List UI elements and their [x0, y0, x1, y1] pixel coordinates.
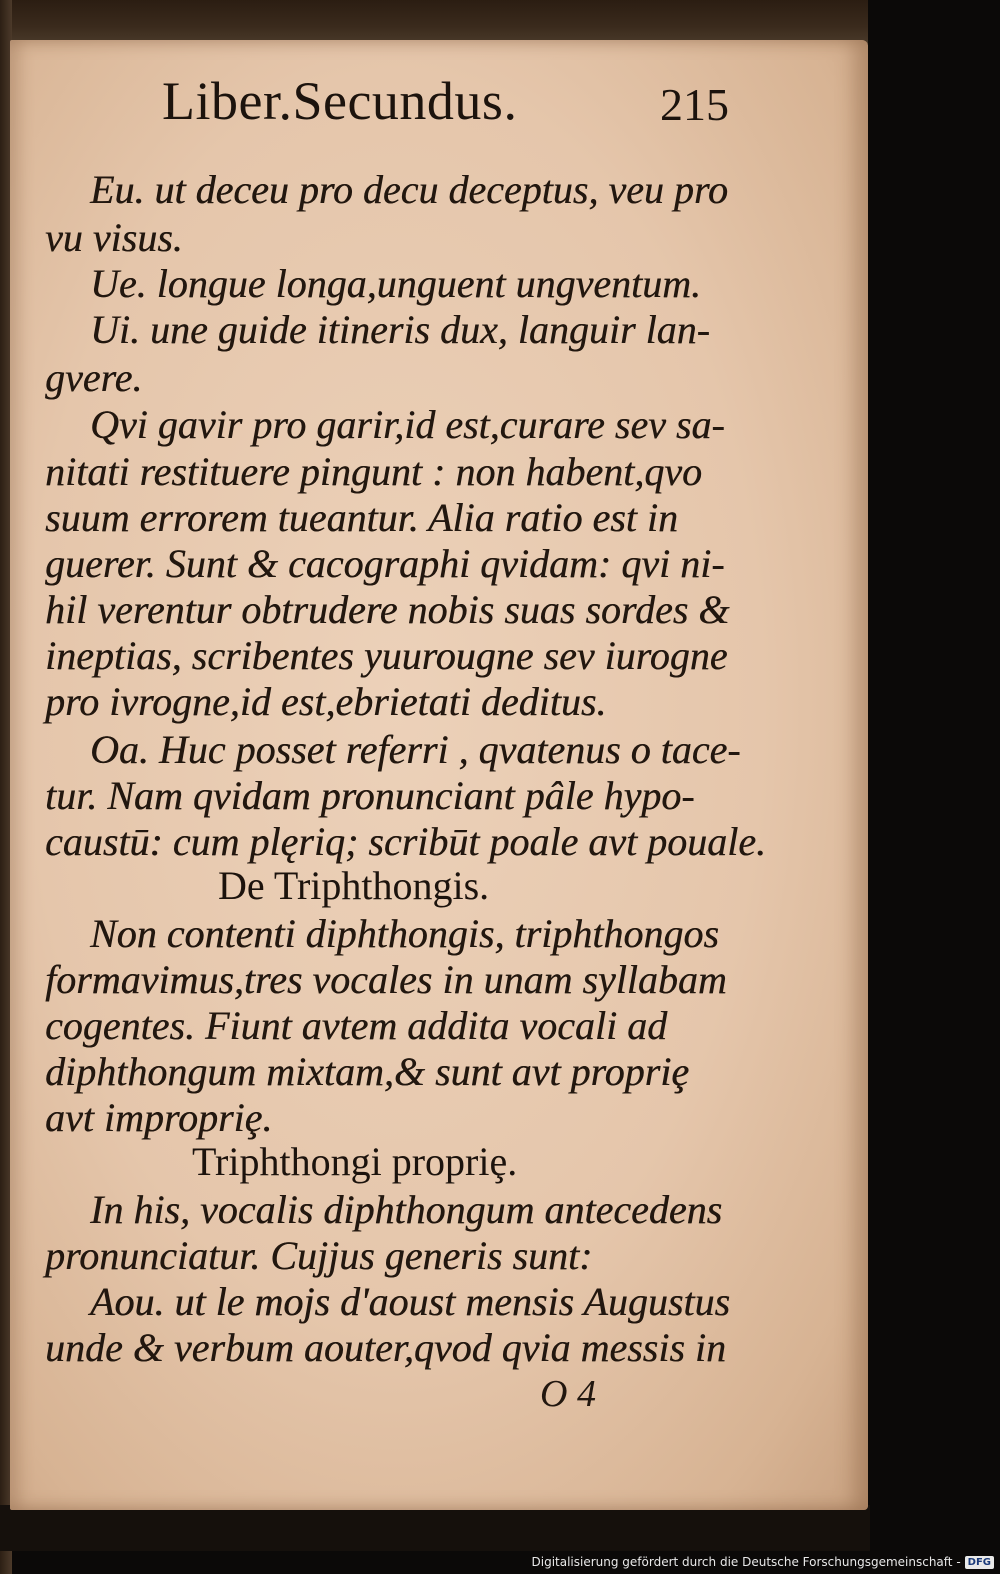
- running-head-title: Liber.Secundus.: [162, 71, 518, 131]
- text-line: pronunciatur. Cujjus generis sunt:: [45, 1233, 593, 1278]
- text-line: hil verentur obtrudere nobis suas sordes &: [45, 587, 730, 632]
- text-line: Qvi gavir pro garir,id est,curare sev sa-: [90, 402, 725, 447]
- text-line: pro ivrogne,id est,ebrietati deditus.: [45, 679, 607, 724]
- text-line: nitati restituere pingunt : non habent,qvo: [45, 449, 702, 494]
- text-line: Eu. ut deceu pro decu deceptus, veu pro: [90, 167, 728, 212]
- credit-text: Digitalisierung gefördert durch die Deutsche Forschungsgemeinschaft -: [531, 1555, 961, 1569]
- text-line: guerer. Sunt & cacographi qvidam: qvi ni-: [45, 541, 725, 586]
- book-top-edge: [8, 0, 868, 44]
- text-line: Ue. longue longa,unguent ungventum.: [90, 261, 701, 306]
- text-line: cogentes. Fiunt avtem addita vocali ad: [45, 1003, 668, 1048]
- book-bottom-edge: [0, 1505, 870, 1551]
- dfg-logo: DFG: [965, 1556, 994, 1569]
- text-line: tur. Nam qvidam pronunciant pâle hypo-: [45, 773, 695, 818]
- text-line: avt impropriȩ.: [45, 1095, 273, 1140]
- section-heading: De Triphthongis.: [218, 863, 490, 908]
- text-line: Oa. Huc posset referri , qvatenus o tace-: [90, 727, 741, 772]
- text-line: vu visus.: [45, 215, 183, 260]
- text-line: ineptias, scribentes yuurougne sev iurogne: [45, 633, 728, 678]
- digitization-credit: [532, 1552, 995, 1572]
- text-line: caustū: cum plęriq; scribūt poale avt pouale.: [45, 819, 766, 864]
- page-number: 215: [660, 79, 729, 130]
- text-line: gvere.: [45, 355, 143, 400]
- text-line: suum errorem tueantur. Alia ratio est in: [45, 495, 678, 540]
- text-line: Aou. ut le mojs d'aoust mensis Augustus: [90, 1279, 731, 1324]
- text-line: In his, vocalis diphthongum antecedens: [90, 1187, 723, 1232]
- text-line: Non contenti diphthongis, triphthongos: [90, 911, 719, 956]
- section-heading: Triphthongi propriȩ.: [192, 1139, 518, 1184]
- signature-mark: O 4: [540, 1373, 596, 1415]
- text-line: formavimus,tres vocales in unam syllabam: [45, 957, 727, 1002]
- text-line: diphthongum mixtam,& sunt avt propriȩ: [45, 1049, 690, 1094]
- text-line: Ui. une guide itineris dux, languir lan-: [90, 307, 710, 352]
- text-line: unde & verbum aouter,qvod qvia messis in: [45, 1325, 727, 1370]
